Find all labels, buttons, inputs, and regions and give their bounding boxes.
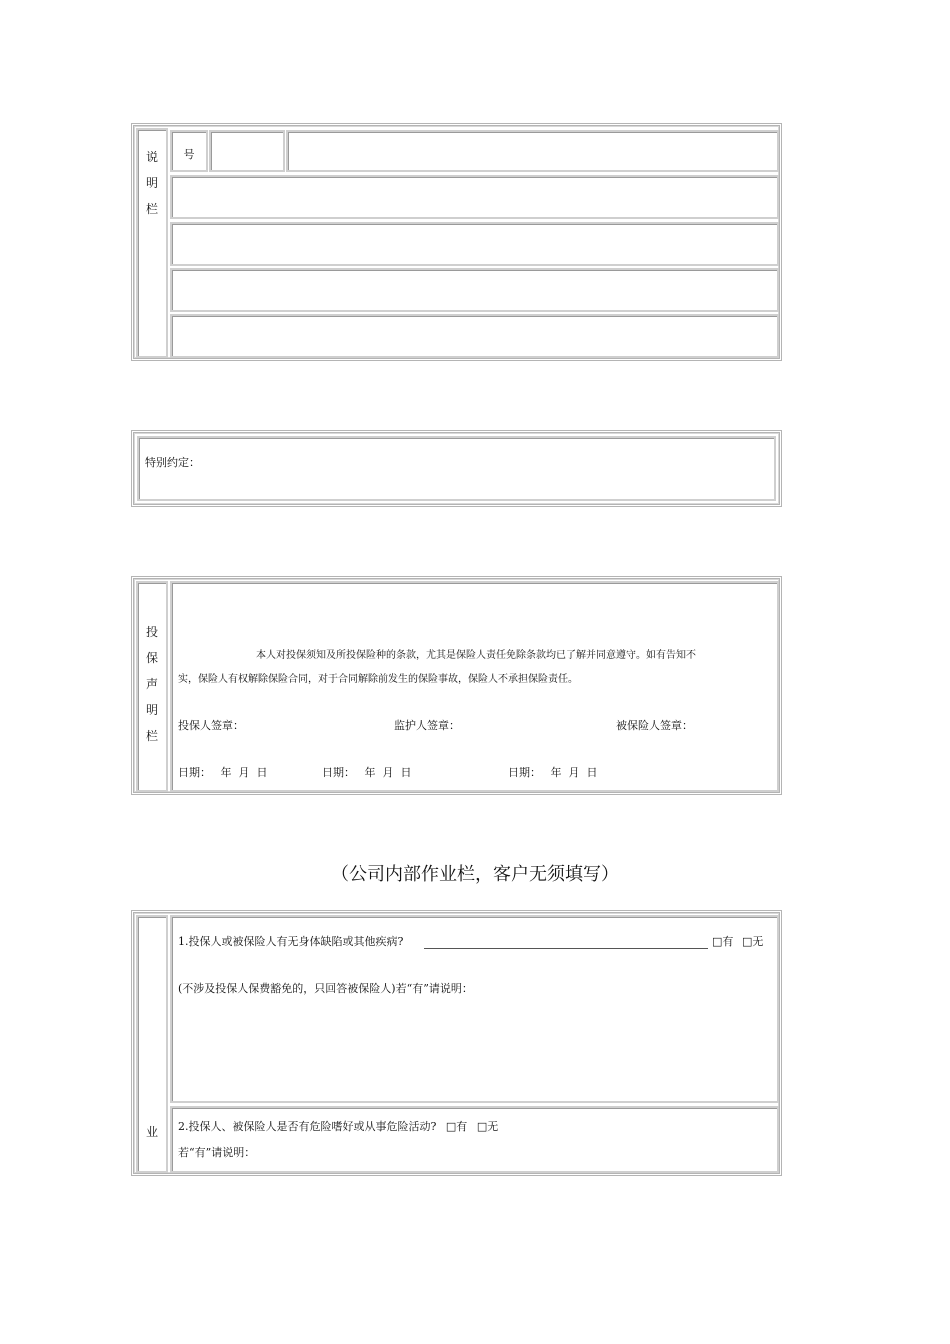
applicant-signature-label: 投保人签章： xyxy=(178,719,244,732)
guardian-date xyxy=(322,765,412,781)
declaration-side-column xyxy=(136,581,168,792)
date-label: 日期： xyxy=(178,766,211,779)
declaration-statement-line-2: 实，保险人有权解除保险合同，对于合同解除前发生的保险事故，保险人不承担保险责任。 xyxy=(178,674,578,685)
explanation-row-4[interactable] xyxy=(170,268,779,312)
guardian-signature-label: 监护人签章： xyxy=(394,719,460,732)
question-2-label: 2.投保人、被保险人是否有危险嗜好或从事危险活动? xyxy=(178,1120,437,1133)
question-1-yes-option[interactable]: □有 xyxy=(712,935,734,948)
declaration-section xyxy=(131,576,782,795)
special-agreement-cell[interactable] xyxy=(137,436,776,501)
explanation-row-3[interactable] xyxy=(170,222,779,266)
explanation-row-5[interactable] xyxy=(170,314,779,358)
date-units: 年 月 日 xyxy=(220,766,268,779)
side-char: 明 xyxy=(145,703,158,717)
explanation-side-column xyxy=(136,128,168,358)
side-char: 保 xyxy=(145,651,158,665)
declaration-content-cell xyxy=(170,581,779,792)
internal-section xyxy=(131,910,782,1176)
question-1-cell xyxy=(170,915,779,1103)
special-agreement-section xyxy=(131,430,782,507)
date-label: 日期： xyxy=(508,766,541,779)
side-char: 说 xyxy=(145,150,158,164)
date-units: 年 月 日 xyxy=(364,766,412,779)
number-value-cell[interactable] xyxy=(209,130,285,172)
question-2-no-option[interactable]: □无 xyxy=(476,1120,499,1133)
date-label: 日期： xyxy=(322,766,355,779)
explanation-row-1[interactable] xyxy=(286,130,779,172)
side-char: 声 xyxy=(145,677,158,691)
side-char: 业 xyxy=(145,1125,158,1139)
question-2-text xyxy=(178,1119,498,1135)
question-2-note: 若“有”请说明： xyxy=(178,1146,256,1159)
side-char: 明 xyxy=(145,176,158,190)
insured-date xyxy=(508,765,598,781)
special-agreement-label: 特别约定： xyxy=(145,456,200,469)
explanation-section xyxy=(131,123,782,361)
question-2-cell xyxy=(170,1106,779,1173)
insured-signature-label: 被保险人签章： xyxy=(616,719,693,732)
question-1-answer-line[interactable] xyxy=(424,948,708,949)
internal-side-column xyxy=(136,915,168,1173)
side-char: 栏 xyxy=(145,202,158,216)
side-char: 栏 xyxy=(145,729,158,743)
explanation-row-2[interactable] xyxy=(170,175,779,219)
question-1-no-option[interactable]: □无 xyxy=(742,935,764,948)
side-char: 投 xyxy=(145,625,158,639)
question-1-note: (不涉及投保人保费豁免的，只回答被保险人)若“有”请说明： xyxy=(178,982,473,995)
question-1-text: 1.投保人或被保险人有无身体缺陷或其他疾病? xyxy=(178,935,404,948)
declaration-statement-line-1: 本人对投保须知及所投保险种的条款，尤其是保险人责任免除条款均已了解并同意遵守。如有告知不 xyxy=(256,650,696,661)
date-units: 年 月 日 xyxy=(550,766,598,779)
number-label: 号 xyxy=(183,148,195,161)
internal-use-title: （公司内部作业栏，客户无须填写） xyxy=(331,864,619,885)
question-2-yes-option[interactable]: □有 xyxy=(445,1120,468,1133)
applicant-date xyxy=(178,765,268,781)
number-label-cell xyxy=(170,130,208,172)
